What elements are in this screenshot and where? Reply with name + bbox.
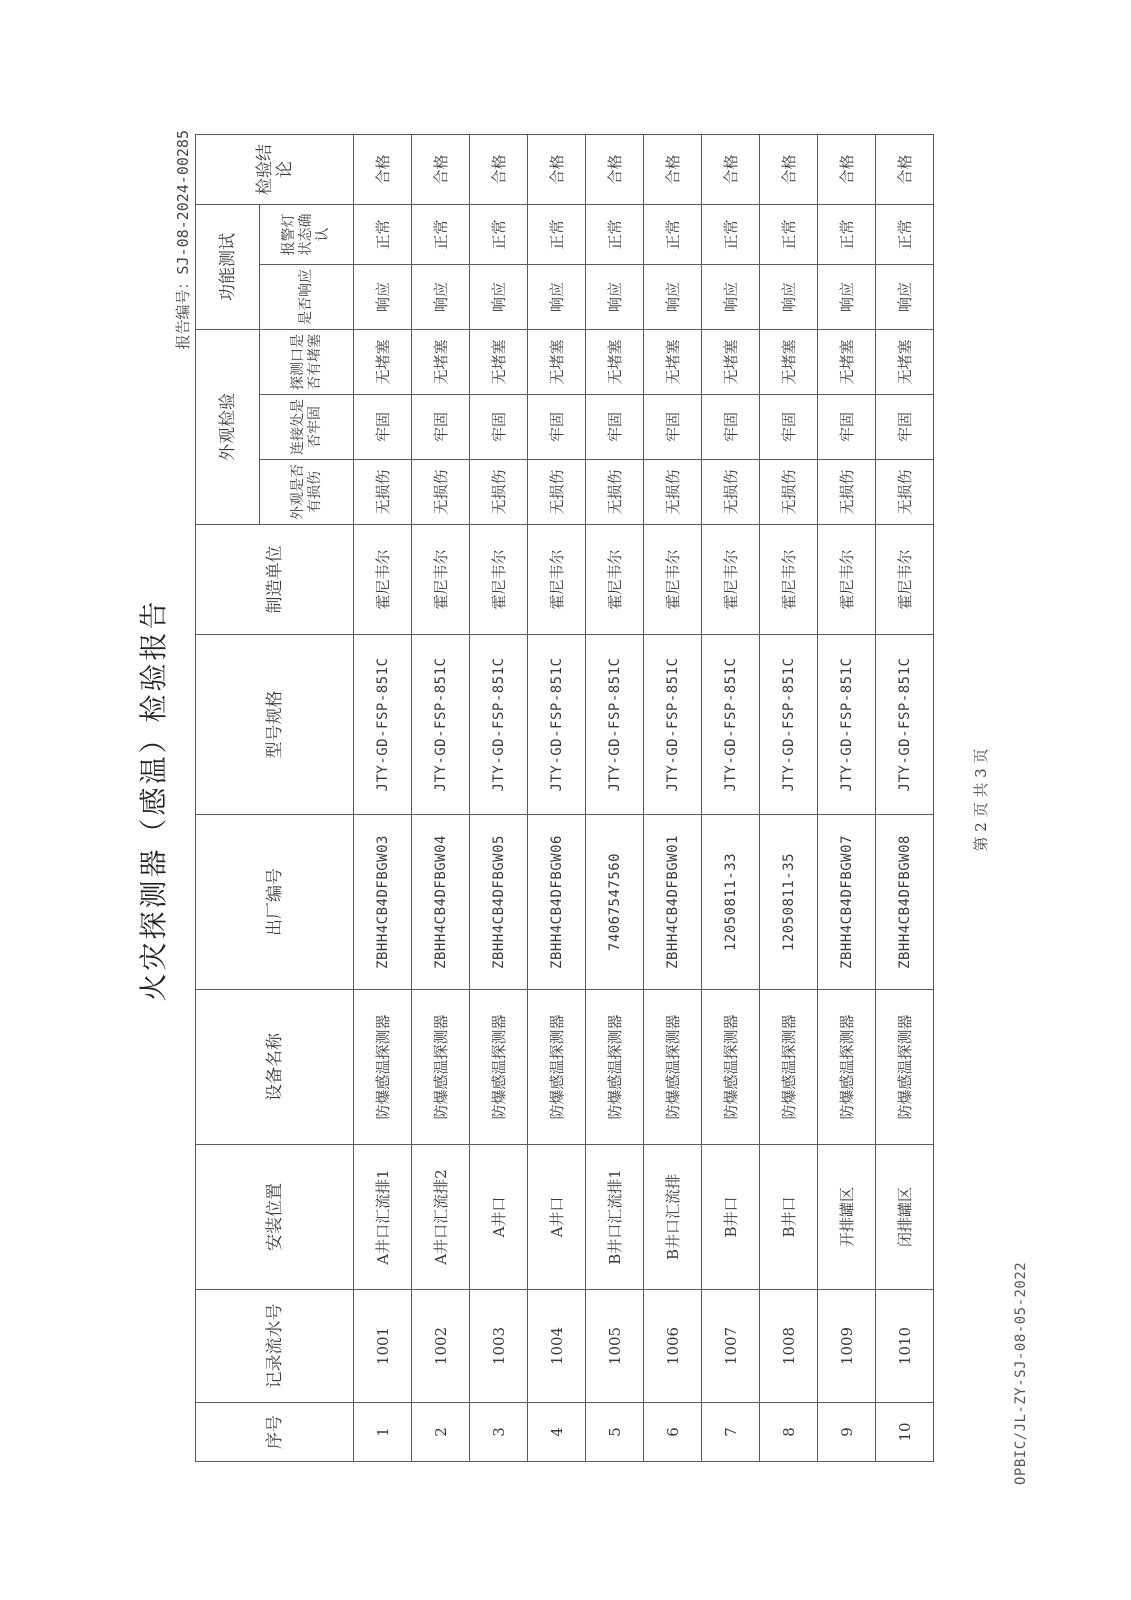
cell-location: A井口汇流排2 [412, 1145, 470, 1290]
cell-connection-secure: 牢固 [760, 395, 818, 460]
cell-connection-secure: 牢固 [586, 395, 644, 460]
cell-alarm-light: 正常 [470, 205, 528, 265]
cell-conclusion: 合格 [412, 135, 470, 205]
header-appearance-group: 外观检验 [196, 330, 260, 525]
header-response: 是否响应 [260, 265, 354, 330]
cell-factory-no: ZBHH4CB4DFBGW08 [876, 815, 934, 990]
cell-device-name: 防爆感温探测器 [644, 990, 702, 1145]
header-alarm-light: 报警灯状态确认 [260, 205, 354, 265]
table-row [702, 135, 760, 1462]
cell-response: 响应 [528, 265, 586, 330]
cell-port-blocked: 无堵塞 [760, 330, 818, 395]
cell-conclusion: 合格 [528, 135, 586, 205]
table-row [644, 135, 702, 1462]
cell-model: JTY-GD-FSP-851C [528, 635, 586, 815]
cell-port-blocked: 无堵塞 [470, 330, 528, 395]
cell-location: B井口汇流排 [644, 1145, 702, 1290]
cell-location: A井口汇流排1 [354, 1145, 412, 1290]
cell-appearance-damage: 无损伤 [876, 460, 934, 525]
cell-appearance-damage: 无损伤 [412, 460, 470, 525]
report-number-label: 报告编号： [174, 274, 192, 350]
cell-port-blocked: 无堵塞 [354, 330, 412, 395]
cell-appearance-damage: 无损伤 [354, 460, 412, 525]
header-device-name: 设备名称 [196, 990, 354, 1145]
cell-record-no: 1005 [586, 1290, 644, 1403]
report-number-value: SJ-08-2024-00285 [174, 130, 192, 275]
cell-appearance-damage: 无损伤 [760, 460, 818, 525]
cell-connection-secure: 牢固 [644, 395, 702, 460]
cell-factory-no: ZBHH4CB4DFBGW03 [354, 815, 412, 990]
cell-device-name: 防爆感温探测器 [702, 990, 760, 1145]
cell-alarm-light: 正常 [702, 205, 760, 265]
cell-device-name: 防爆感温探测器 [354, 990, 412, 1145]
cell-record-no: 1002 [412, 1290, 470, 1403]
table-row [528, 135, 586, 1462]
inspection-table [195, 134, 934, 1462]
cell-appearance-damage: 无损伤 [470, 460, 528, 525]
cell-response: 响应 [644, 265, 702, 330]
cell-port-blocked: 无堵塞 [702, 330, 760, 395]
inspection-table-body [354, 135, 934, 1462]
header-location: 安装位置 [196, 1145, 354, 1290]
cell-manufacturer: 霍尼韦尔 [586, 525, 644, 635]
cell-appearance-damage: 无损伤 [818, 460, 876, 525]
cell-appearance-damage: 无损伤 [528, 460, 586, 525]
inspection-table-wrap [195, 134, 934, 1462]
cell-model: JTY-GD-FSP-851C [644, 635, 702, 815]
cell-alarm-light: 正常 [586, 205, 644, 265]
cell-alarm-light: 正常 [528, 205, 586, 265]
cell-factory-no: ZBHH4CB4DFBGW01 [644, 815, 702, 990]
cell-model: JTY-GD-FSP-851C [470, 635, 528, 815]
cell-location: B井口 [702, 1145, 760, 1290]
cell-conclusion: 合格 [354, 135, 412, 205]
header-port-blocked: 探测口是否有堵塞 [260, 330, 354, 395]
cell-connection-secure: 牢固 [876, 395, 934, 460]
cell-index: 9 [818, 1403, 876, 1462]
cell-record-no: 1004 [528, 1290, 586, 1403]
cell-conclusion: 合格 [586, 135, 644, 205]
cell-port-blocked: 无堵塞 [876, 330, 934, 395]
cell-factory-no: ZBHH4CB4DFBGW05 [470, 815, 528, 990]
cell-manufacturer: 霍尼韦尔 [644, 525, 702, 635]
page-number: 第 2 页 共 3 页 [972, 748, 990, 852]
cell-manufacturer: 霍尼韦尔 [470, 525, 528, 635]
cell-appearance-damage: 无损伤 [644, 460, 702, 525]
cell-connection-secure: 牢固 [412, 395, 470, 460]
cell-port-blocked: 无堵塞 [644, 330, 702, 395]
cell-record-no: 1003 [470, 1290, 528, 1403]
header-index: 序号 [196, 1403, 354, 1462]
cell-response: 响应 [412, 265, 470, 330]
cell-device-name: 防爆感温探测器 [586, 990, 644, 1145]
cell-device-name: 防爆感温探测器 [412, 990, 470, 1145]
cell-model: JTY-GD-FSP-851C [412, 635, 470, 815]
cell-factory-no: 12050811-35 [760, 815, 818, 990]
header-factory-no: 出厂编号 [196, 815, 354, 990]
cell-factory-no: 12050811-33 [702, 815, 760, 990]
cell-index: 5 [586, 1403, 644, 1462]
cell-index: 2 [412, 1403, 470, 1462]
cell-port-blocked: 无堵塞 [586, 330, 644, 395]
cell-connection-secure: 牢固 [354, 395, 412, 460]
cell-index: 3 [470, 1403, 528, 1462]
cell-appearance-damage: 无损伤 [586, 460, 644, 525]
cell-record-no: 1008 [760, 1290, 818, 1403]
cell-device-name: 防爆感温探测器 [528, 990, 586, 1145]
cell-index: 10 [876, 1403, 934, 1462]
cell-location: B井口 [760, 1145, 818, 1290]
cell-record-no: 1009 [818, 1290, 876, 1403]
cell-index: 6 [644, 1403, 702, 1462]
cell-alarm-light: 正常 [876, 205, 934, 265]
cell-index: 7 [702, 1403, 760, 1462]
table-row [586, 135, 644, 1462]
cell-model: JTY-GD-FSP-851C [586, 635, 644, 815]
header-record-no: 记录流水号 [196, 1290, 354, 1403]
cell-record-no: 1006 [644, 1290, 702, 1403]
header-manufacturer: 制造单位 [196, 525, 354, 635]
cell-conclusion: 合格 [760, 135, 818, 205]
cell-model: JTY-GD-FSP-851C [760, 635, 818, 815]
table-row [470, 135, 528, 1462]
cell-response: 响应 [876, 265, 934, 330]
cell-factory-no: ZBHH4CB4DFBGW06 [528, 815, 586, 990]
header-connection-secure: 连接处是否牢固 [260, 395, 354, 460]
header-function-group: 功能测试 [196, 205, 260, 330]
cell-appearance-damage: 无损伤 [702, 460, 760, 525]
cell-index: 4 [528, 1403, 586, 1462]
header-model: 型号规格 [196, 635, 354, 815]
cell-record-no: 1010 [876, 1290, 934, 1403]
report-title: 火灾探测器（感温）检验报告 [137, 598, 170, 1002]
cell-index: 8 [760, 1403, 818, 1462]
cell-manufacturer: 霍尼韦尔 [876, 525, 934, 635]
cell-port-blocked: 无堵塞 [818, 330, 876, 395]
cell-connection-secure: 牢固 [470, 395, 528, 460]
cell-connection-secure: 牢固 [528, 395, 586, 460]
cell-manufacturer: 霍尼韦尔 [354, 525, 412, 635]
cell-model: JTY-GD-FSP-851C [818, 635, 876, 815]
table-row [760, 135, 818, 1462]
cell-model: JTY-GD-FSP-851C [702, 635, 760, 815]
cell-connection-secure: 牢固 [818, 395, 876, 460]
cell-alarm-light: 正常 [760, 205, 818, 265]
cell-index: 1 [354, 1403, 412, 1462]
document-code: OPBIC/JL-ZY-SJ-08-05-2022 [1013, 1261, 1029, 1485]
cell-location: 闭排罐区 [876, 1145, 934, 1290]
cell-device-name: 防爆感温探测器 [470, 990, 528, 1145]
cell-location: B井口汇流排1 [586, 1145, 644, 1290]
cell-location: 开排罐区 [818, 1145, 876, 1290]
cell-conclusion: 合格 [702, 135, 760, 205]
cell-manufacturer: 霍尼韦尔 [702, 525, 760, 635]
cell-response: 响应 [354, 265, 412, 330]
header-row-1 [196, 135, 260, 1462]
cell-alarm-light: 正常 [412, 205, 470, 265]
cell-connection-secure: 牢固 [702, 395, 760, 460]
cell-response: 响应 [586, 265, 644, 330]
cell-factory-no: 74067547560 [586, 815, 644, 990]
cell-location: A井口 [470, 1145, 528, 1290]
cell-port-blocked: 无堵塞 [528, 330, 586, 395]
cell-model: JTY-GD-FSP-851C [876, 635, 934, 815]
cell-response: 响应 [702, 265, 760, 330]
cell-record-no: 1001 [354, 1290, 412, 1403]
cell-alarm-light: 正常 [354, 205, 412, 265]
cell-conclusion: 合格 [470, 135, 528, 205]
cell-manufacturer: 霍尼韦尔 [818, 525, 876, 635]
cell-device-name: 防爆感温探测器 [818, 990, 876, 1145]
report-number [172, 130, 193, 350]
cell-response: 响应 [470, 265, 528, 330]
cell-location: A井口 [528, 1145, 586, 1290]
table-row [412, 135, 470, 1462]
cell-factory-no: ZBHH4CB4DFBGW07 [818, 815, 876, 990]
cell-port-blocked: 无堵塞 [412, 330, 470, 395]
cell-device-name: 防爆感温探测器 [760, 990, 818, 1145]
cell-manufacturer: 霍尼韦尔 [528, 525, 586, 635]
cell-record-no: 1007 [702, 1290, 760, 1403]
cell-conclusion: 合格 [818, 135, 876, 205]
cell-alarm-light: 正常 [644, 205, 702, 265]
cell-model: JTY-GD-FSP-851C [354, 635, 412, 815]
table-row [876, 135, 934, 1462]
cell-conclusion: 合格 [876, 135, 934, 205]
table-row [818, 135, 876, 1462]
table-row [354, 135, 412, 1462]
header-appearance-damage: 外观是否有损伤 [260, 460, 354, 525]
cell-manufacturer: 霍尼韦尔 [412, 525, 470, 635]
cell-manufacturer: 霍尼韦尔 [760, 525, 818, 635]
cell-alarm-light: 正常 [818, 205, 876, 265]
header-conclusion: 检验结论 [196, 135, 354, 205]
cell-response: 响应 [760, 265, 818, 330]
cell-response: 响应 [818, 265, 876, 330]
cell-conclusion: 合格 [644, 135, 702, 205]
cell-device-name: 防爆感温探测器 [876, 990, 934, 1145]
cell-factory-no: ZBHH4CB4DFBGW04 [412, 815, 470, 990]
